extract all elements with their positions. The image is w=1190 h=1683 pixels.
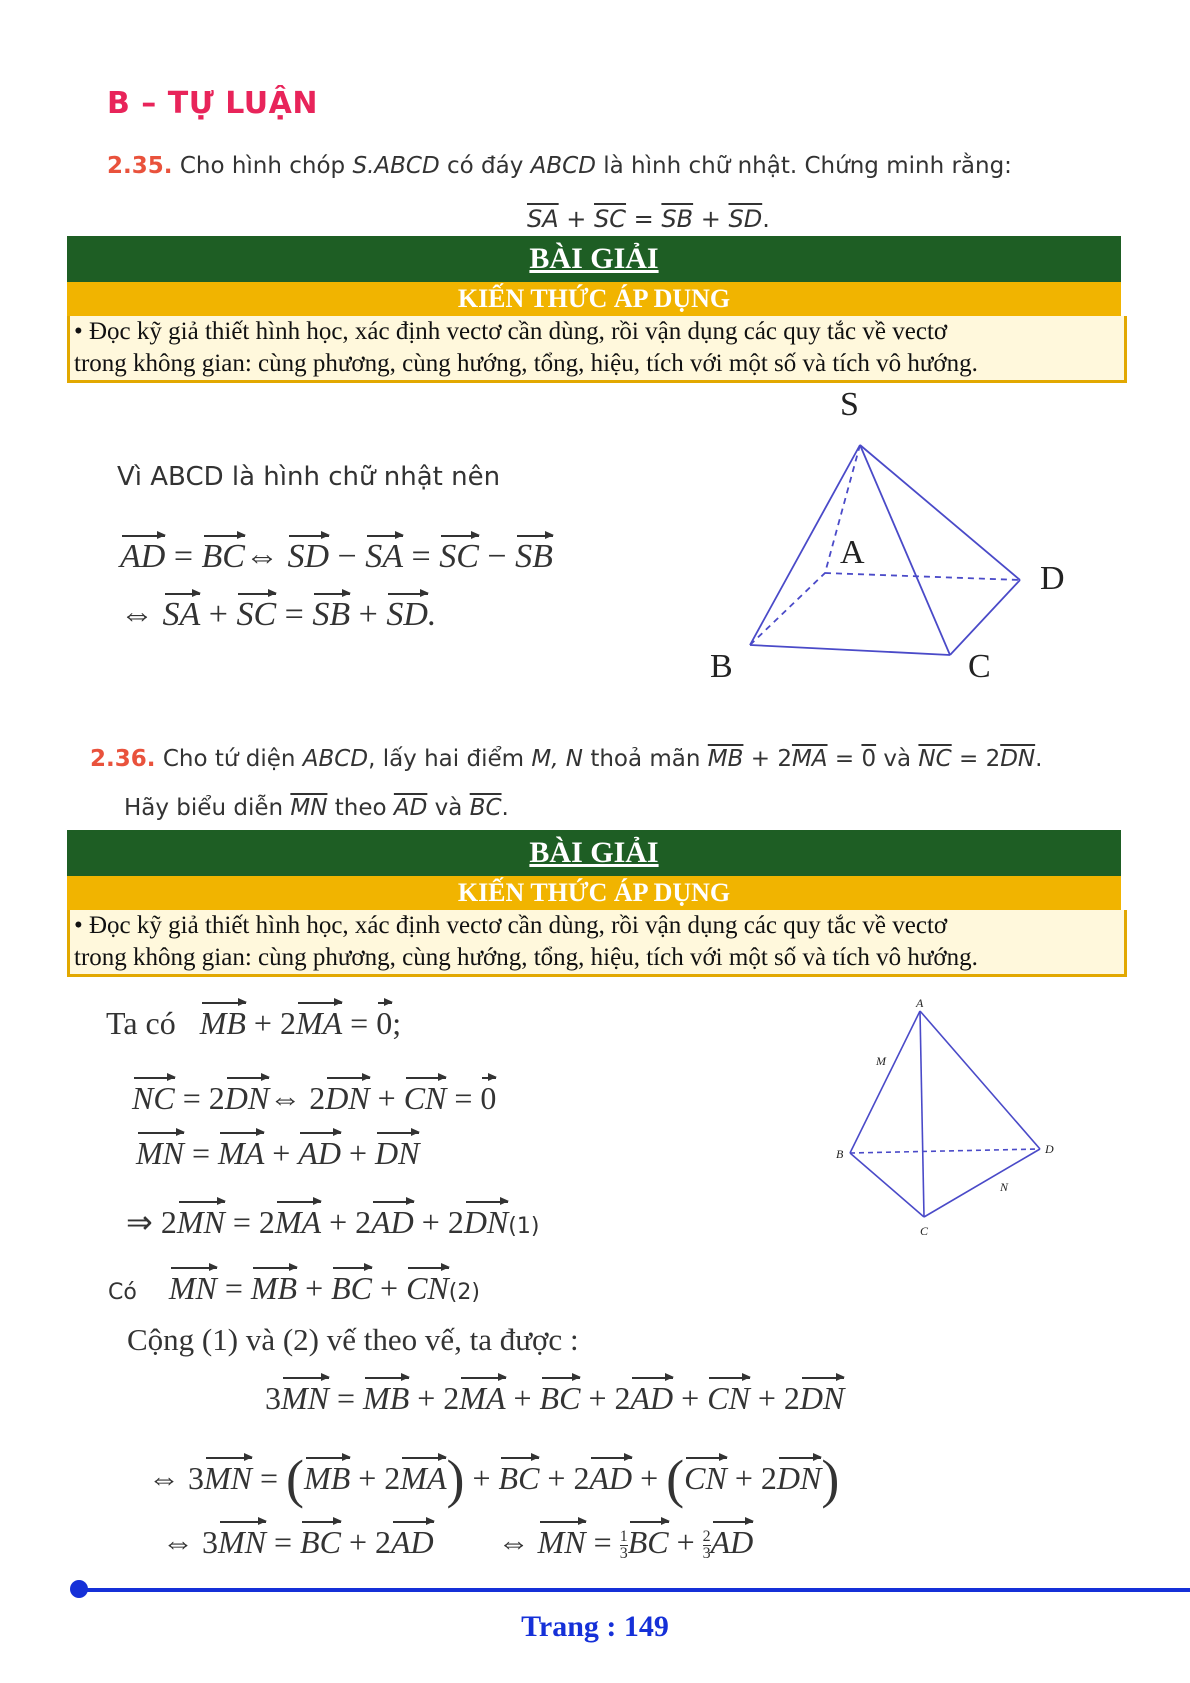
solution-236-line5: Có MN = MB + BC + CN(2)	[108, 1270, 480, 1306]
section-title: B – TỰ LUẬN	[107, 86, 318, 121]
label-C: C	[968, 648, 991, 685]
page-number: Trang : 149	[521, 1610, 669, 1643]
solution-236-line4: ⇒ 2MN = 2MA + 2AD + 2DN(1)	[126, 1204, 540, 1240]
solution-236-sum-text: Cộng (1) và (2) vế theo vế, ta được :	[127, 1322, 579, 1357]
problem-number: 2.35.	[107, 153, 173, 179]
solution-236-line6: 3MN = MB + 2MA + BC + 2AD + CN + 2DN	[265, 1380, 845, 1416]
problem-235: 2.35. Cho hình chóp S.ABCD có đáy ABCD là hình chữ nhật. Chứng minh rằng:	[107, 153, 1012, 179]
problem-number: 2.36.	[90, 746, 156, 772]
solution-236-line7: ⇔ 3MN = (MB + 2MA) + BC + 2AD + (CN + 2DN)	[148, 1449, 840, 1509]
knowledge-box: • Đọc kỹ giả thiết hình học, xác định vectơ cần dùng, rồi vận dụng các quy tắc về vectơ trong không gian: cùng phương, cùng hướng, tổng, hiệu, tích với một số và tích vô hướng.	[67, 316, 1127, 383]
solution-236-line1: Ta có MB + 2MA = 0;	[106, 1005, 402, 1041]
label-D: D	[1045, 1142, 1054, 1156]
solution-236-line3: MN = MA + AD + DN	[136, 1135, 420, 1171]
problem-236: 2.36. Cho tứ diện ABCD, lấy hai điểm M, N thoả mãn $\overline{MB} + 2\overline{MA} = 0$ và $\overline{NC} = 2\overline{DN}$.	[90, 746, 1043, 772]
pyramid-figure	[690, 385, 1090, 685]
knowledge-header: KIẾN THỨC ÁP DỤNG	[67, 282, 1121, 316]
solution-header: BÀI GIẢI	[67, 830, 1121, 876]
problem-235-claim: $\overline{SA} + \overline{SC} = \overline{SB} + \overline{SD}$.	[527, 205, 770, 233]
footer-rule	[74, 1588, 1190, 1592]
footer-dot	[70, 1580, 88, 1598]
solution-235-eq1: AD = BC⇔ SD − SA = SC − SB	[120, 538, 553, 575]
solution-236-line8: ⇔ 3MN = BC + 2AD ⇔ MN = $\frac{1}{3}$ BC + $\frac{2}{3}$ AD	[162, 1524, 754, 1563]
knowledge-header: KIẾN THỨC ÁP DỤNG	[67, 876, 1121, 910]
solution-236-line2: NC = 2DN⇔ 2DN + CN = 0	[132, 1080, 497, 1116]
label-N: N	[1000, 1180, 1009, 1194]
label-M: M	[876, 1054, 886, 1068]
label-C: C	[920, 1224, 929, 1238]
label-B: B	[836, 1147, 844, 1161]
solution-235-intro: Vì ABCD là hình chữ nhật nên	[117, 462, 501, 492]
label-A: A	[840, 534, 865, 571]
solution-235-eq2: ⇔ SA + SC = SB + SD.	[120, 596, 437, 633]
knowledge-box: • Đọc kỹ giả thiết hình học, xác định vectơ cần dùng, rồi vận dụng các quy tắc về vectơ trong không gian: cùng phương, cùng hướng, tổng, hiệu, tích với một số và tích vô hướng.	[67, 910, 1127, 977]
label-D: D	[1040, 560, 1065, 597]
solution-header: BÀI GIẢI	[67, 236, 1121, 282]
tetrahedron-figure	[830, 995, 1080, 1250]
label-A: A	[916, 996, 924, 1010]
problem-236-line2: Hãy biểu diễn $\overline{MN}$ theo $\overline{AD}$ và $\overline{BC}$.	[124, 795, 509, 821]
label-S: S	[840, 386, 859, 423]
label-B: B	[710, 648, 733, 685]
